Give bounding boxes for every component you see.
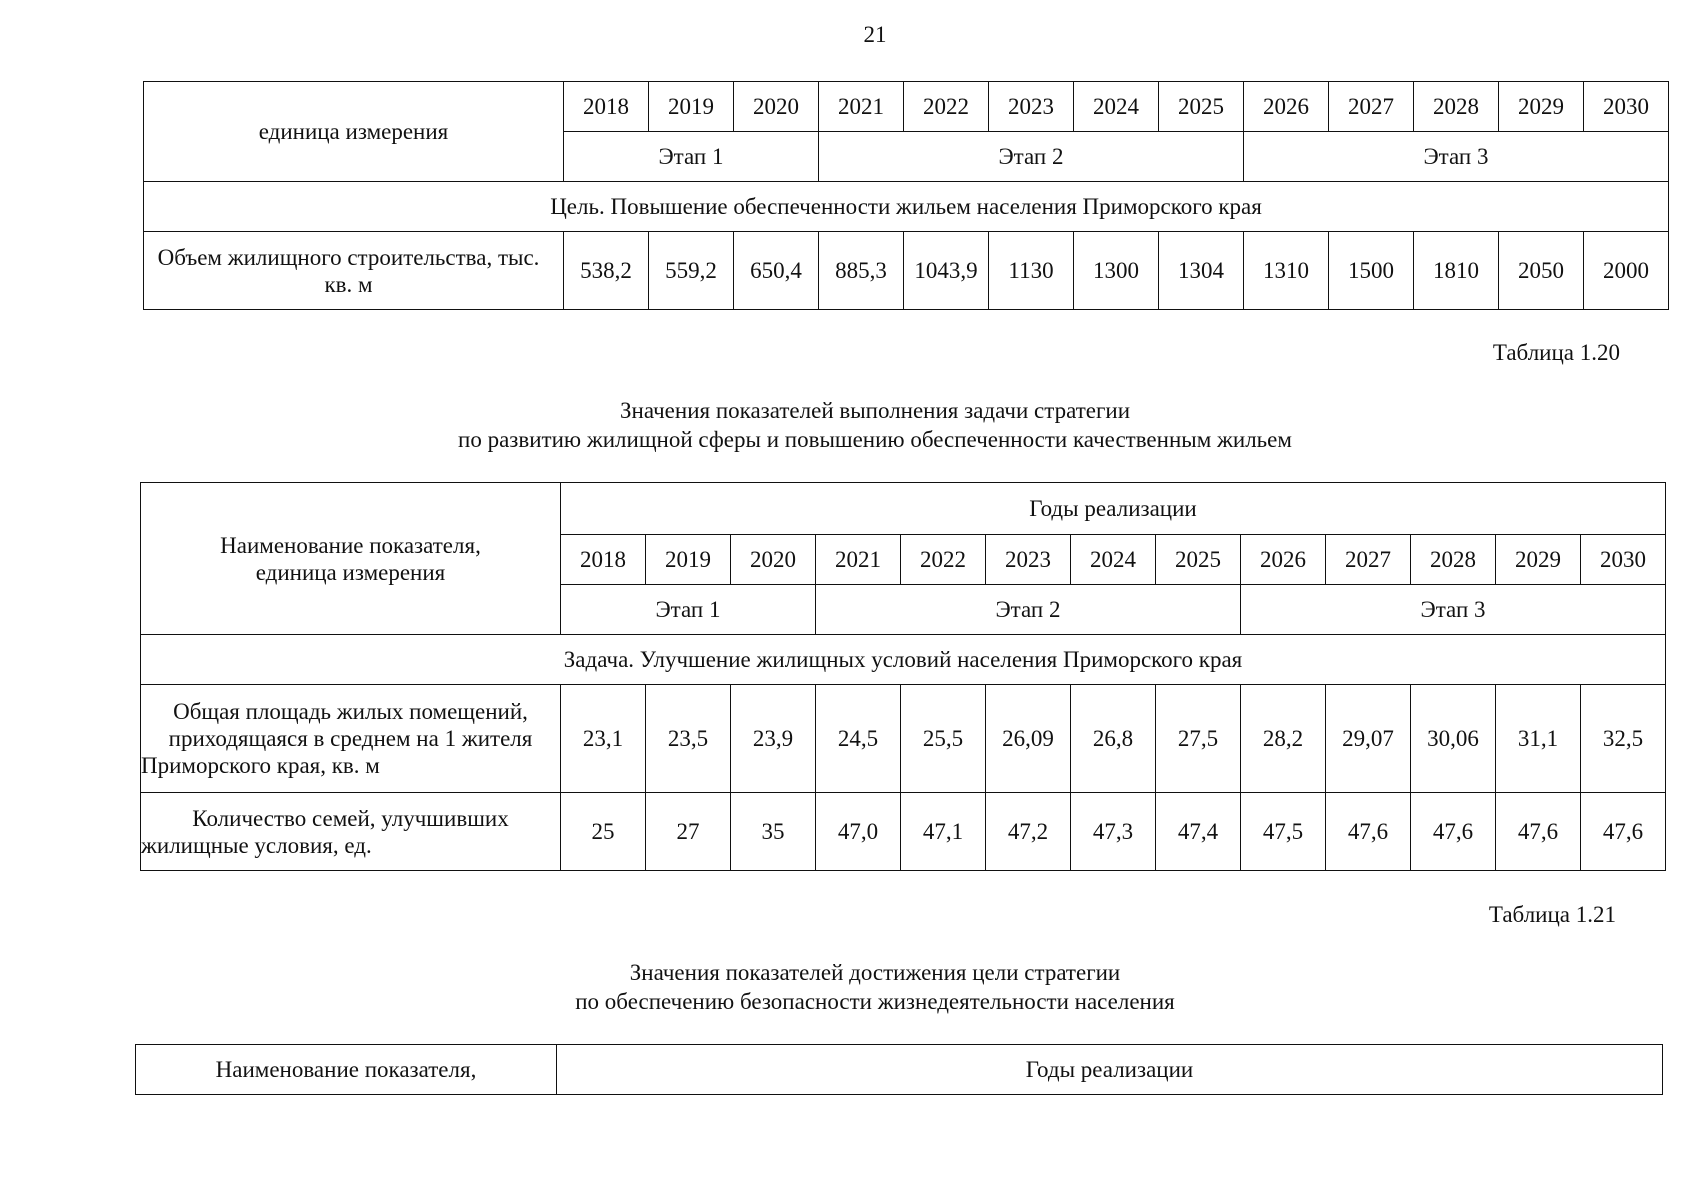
value-cell: 650,4 [734,232,819,310]
value-cell: 23,5 [646,685,731,793]
year-cell: 2027 [1329,82,1414,132]
value-cell: 47,6 [1496,793,1581,871]
value-cell: 26,09 [986,685,1071,793]
year-cell: 2020 [731,535,816,585]
year-cell: 2030 [1584,82,1669,132]
heading-line: Значения показателей достижения цели стратегии [629,960,1121,985]
value-cell: 27,5 [1156,685,1241,793]
year-cell: 2020 [734,82,819,132]
year-cell: 2026 [1244,82,1329,132]
year-cell: 2018 [564,82,649,132]
stage-cell: Этап 3 [1244,132,1669,182]
year-cell: 2029 [1499,82,1584,132]
value-cell: 885,3 [819,232,904,310]
value-cell: 23,9 [731,685,816,793]
stage-cell: Этап 1 [561,585,816,635]
page-number: 21 [863,22,887,47]
value-cell: 47,4 [1156,793,1241,871]
value-cell: 23,1 [561,685,646,793]
value-cell: 28,2 [1241,685,1326,793]
indicator-cell: Общая площадь жилых помещений, приходящаяся в среднем на 1 жителя Приморского края, кв. м [141,685,561,793]
value-cell: 29,07 [1326,685,1411,793]
year-cell: 2028 [1411,535,1496,585]
table-heading [0,958,1699,1016]
value-cell: 1500 [1329,232,1414,310]
year-cell: 2018 [561,535,646,585]
table-label: Таблица 1.20 [1492,340,1620,365]
value-cell: 47,6 [1326,793,1411,871]
value-cell: 26,8 [1071,685,1156,793]
value-cell: 1304 [1159,232,1244,310]
value-cell: 47,5 [1241,793,1326,871]
value-cell: 47,3 [1071,793,1156,871]
value-cell: 35 [731,793,816,871]
heading-line: по развитию жилищной сферы и повышению обеспеченности качественным жильем [458,427,1292,452]
years-header-cell: Годы реализации [557,1045,1663,1095]
value-cell: 2050 [1499,232,1584,310]
year-cell: 2027 [1326,535,1411,585]
goal-row: Цель. Повышение обеспеченности жильем населения Приморского края [144,182,1669,232]
value-cell: 1130 [989,232,1074,310]
stage-cell: Этап 2 [819,132,1244,182]
year-cell: 2021 [816,535,901,585]
table-1-20 [140,482,1666,871]
year-cell: 2025 [1156,535,1241,585]
stage-cell: Этап 2 [816,585,1241,635]
year-cell: 2024 [1074,82,1159,132]
year-cell: 2026 [1241,535,1326,585]
value-cell: 559,2 [649,232,734,310]
years-header-cell: Годы реализации [561,483,1666,535]
heading-line: по обеспечению безопасности жизнедеятельности населения [575,989,1175,1014]
value-cell: 27 [646,793,731,871]
stage-cell: Этап 3 [1241,585,1666,635]
value-cell: 1300 [1074,232,1159,310]
indicator-cell: Количество семей, улучшивших жилищные условия, ед. [141,793,561,871]
header-indicator-cell: Наименование показателя, [136,1045,557,1095]
value-cell: 47,1 [901,793,986,871]
task-row: Задача. Улучшение жилищных условий населения Приморского края [141,635,1666,685]
year-cell: 2029 [1496,535,1581,585]
value-cell: 47,2 [986,793,1071,871]
year-cell: 2022 [901,535,986,585]
value-cell: 32,5 [1581,685,1666,793]
year-cell: 2019 [646,535,731,585]
year-cell: 2019 [649,82,734,132]
value-cell: 1310 [1244,232,1329,310]
value-cell: 31,1 [1496,685,1581,793]
year-cell: 2021 [819,82,904,132]
heading-line: Значения показателей выполнения задачи стратегии [619,398,1131,423]
value-cell: 1810 [1414,232,1499,310]
year-cell: 2025 [1159,82,1244,132]
year-cell: 2024 [1071,535,1156,585]
table-1-21 [135,1044,1663,1095]
value-cell: 25 [561,793,646,871]
table-label: Таблица 1.21 [1488,902,1616,927]
value-cell: 30,06 [1411,685,1496,793]
indicator-cell: Объем жилищного строительства, тыс. кв. м [144,232,564,310]
stage-cell: Этап 1 [564,132,819,182]
header-unit-cell: единица измерения [144,82,564,182]
header-indicator-cell: Наименование показателя, единица измерения [141,483,561,635]
value-cell: 25,5 [901,685,986,793]
value-cell: 2000 [1584,232,1669,310]
table-heading [0,396,1699,454]
year-cell: 2022 [904,82,989,132]
year-cell: 2030 [1581,535,1666,585]
year-cell: 2023 [989,82,1074,132]
value-cell: 47,0 [816,793,901,871]
value-cell: 47,6 [1411,793,1496,871]
value-cell: 538,2 [564,232,649,310]
year-cell: 2023 [986,535,1071,585]
year-cell: 2028 [1414,82,1499,132]
value-cell: 24,5 [816,685,901,793]
value-cell: 47,6 [1581,793,1666,871]
indicators-table-continued [143,81,1669,310]
value-cell: 1043,9 [904,232,989,310]
